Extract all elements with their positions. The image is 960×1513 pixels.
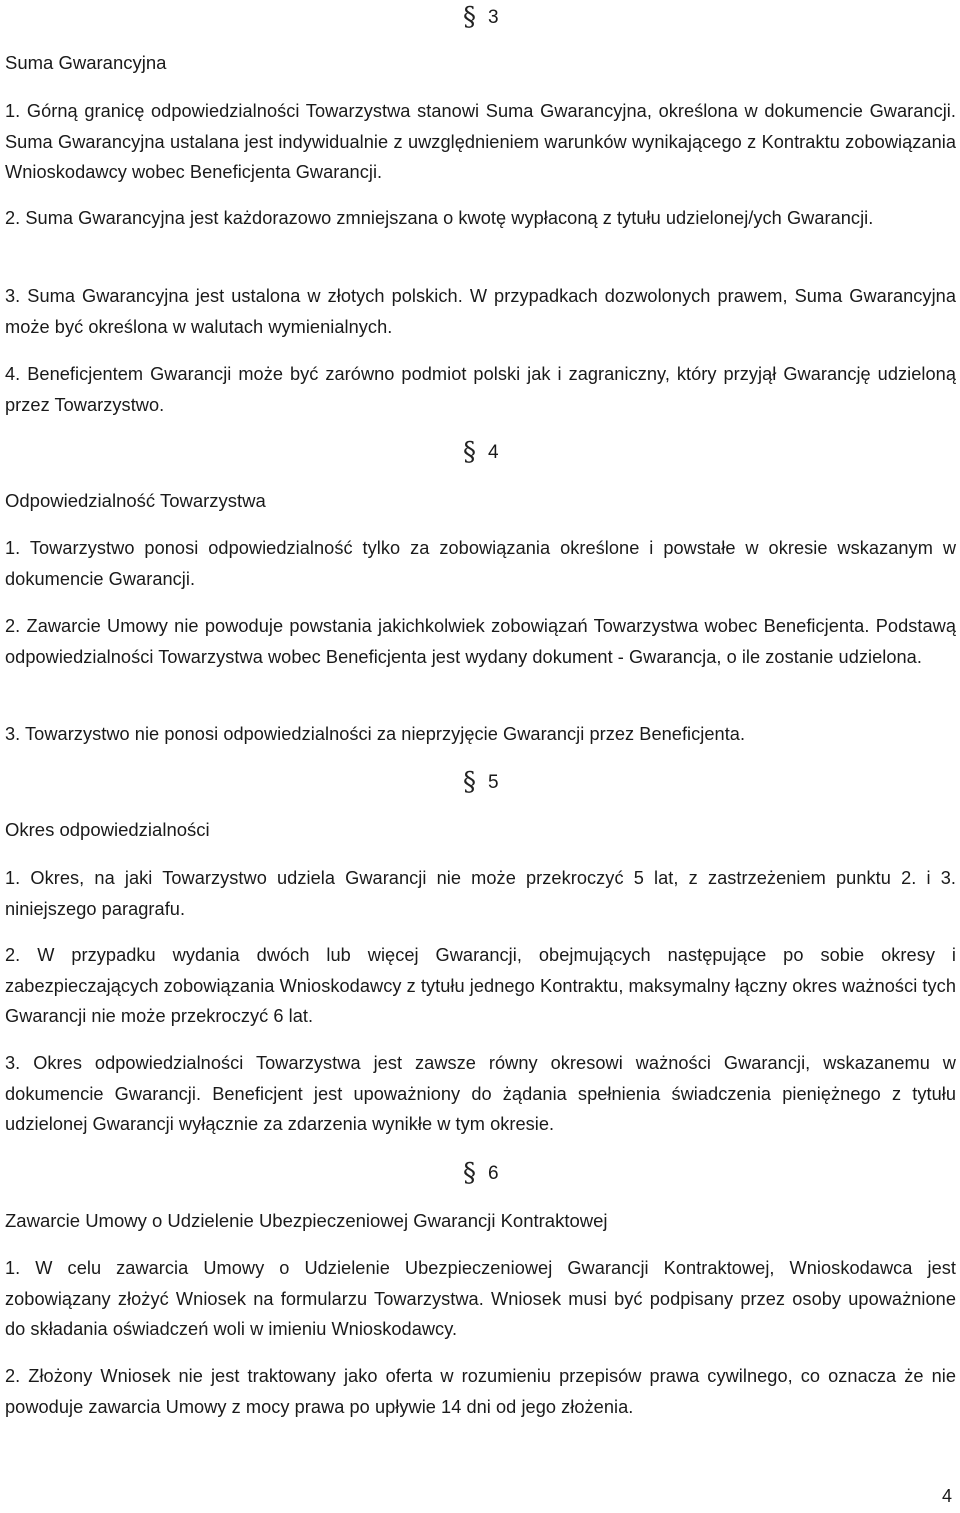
section-symbol: § xyxy=(463,767,476,797)
paragraph: 1. Okres, na jaki Towarzystwo udziela Gwarancji nie może przekroczyć 5 lat, z zastrzeżeniem punktu 2. i 3. niniejszego paragrafu. xyxy=(5,868,956,919)
section-symbol: § xyxy=(463,2,476,32)
paragraph: 4. Beneficjentem Gwarancji może być zarówno podmiot polski jak i zagraniczny, który przyjął Gwarancję udzieloną przez Towarzystwo. xyxy=(5,364,956,415)
section-number: 5 xyxy=(488,772,499,793)
paragraph: 2. Złożony Wniosek nie jest traktowany jako oferta w rozumieniu przepisów prawa cywilnego, co oznacza że nie powoduje zawarcia Umowy z mocy prawa po upływie 14 dni od jego złożenia. xyxy=(5,1366,956,1417)
section-title: Zawarcie Umowy o Udzielenie Ubezpieczeniowej Gwarancji Kontraktowej xyxy=(5,1210,608,1231)
section-title: Suma Gwarancyjna xyxy=(5,52,167,73)
section-title: Okres odpowiedzialności xyxy=(5,819,210,840)
paragraph: 2. W przypadku wydania dwóch lub więcej Gwarancji, obejmujących następujące po sobie okresy i zabezpieczających zobowiązania Wnioskodawcy z tytułu jednego Kontraktu, maksymalny łączny okres ważności tych Gwarancji nie może przekroczyć 6 lat. xyxy=(5,945,956,1026)
paragraph: 1. W celu zawarcia Umowy o Udzielenie Ubezpieczeniowej Gwarancji Kontraktowej, Wnioskodawca jest zobowiązany złożyć Wniosek na formularzu Towarzystwa. Wniosek musi być podpisany przez osoby upoważnione do składania oświadczeń woli w imieniu Wnioskodawcy. xyxy=(5,1258,956,1339)
section-number: 6 xyxy=(488,1163,499,1184)
paragraph: 1. Towarzystwo ponosi odpowiedzialność tylko za zobowiązania określone i powstałe w okresie wskazanym w dokumencie Gwarancji. xyxy=(5,538,956,589)
page-number: 4 xyxy=(941,1486,952,1506)
section-symbol: § xyxy=(463,1158,476,1188)
paragraph: 1. Górną granicę odpowiedzialności Towarzystwa stanowi Suma Gwarancyjna, określona w dokumencie Gwarancji. Suma Gwarancyjna ustalana jest indywidualnie z uwzględnieniem warunków wynikającego z Kontraktu zobowiązania Wnioskodawcy wobec Beneficjenta Gwarancji. xyxy=(5,101,956,182)
paragraph: 2. Zawarcie Umowy nie powoduje powstania jakichkolwiek zobowiązań Towarzystwa wobec Beneficjenta. Podstawą odpowiedzialności Towarzystwa wobec Beneficjenta jest wydany dokument - Gwarancja, o ile zostanie udzielona. xyxy=(5,616,956,667)
section-symbol: § xyxy=(463,437,476,467)
section-number: 4 xyxy=(488,442,499,463)
paragraph: 2. Suma Gwarancyjna jest każdorazowo zmniejszana o kwotę wypłaconą z tytułu udzielonej/ych Gwarancji. xyxy=(5,208,874,228)
paragraph: 3. Okres odpowiedzialności Towarzystwa jest zawsze równy okresowi ważności Gwarancji, wskazanemu w dokumencie Gwarancji. Beneficjent jest upoważniony do żądania spełnienia świadczenia pieniężnego z tytułu udzielonej Gwarancji wyłącznie za zdarzenia wynikłe w tym okresie. xyxy=(5,1053,956,1134)
section-number: 3 xyxy=(488,7,499,28)
section-title: Odpowiedzialność Towarzystwa xyxy=(5,490,266,511)
paragraph: 3. Suma Gwarancyjna jest ustalona w złotych polskich. W przypadkach dozwolonych prawem, Suma Gwarancyjna może być określona w walutach wymienialnych. xyxy=(5,286,956,337)
paragraph: 3. Towarzystwo nie ponosi odpowiedzialności za nieprzyjęcie Gwarancji przez Beneficjenta. xyxy=(5,724,746,744)
